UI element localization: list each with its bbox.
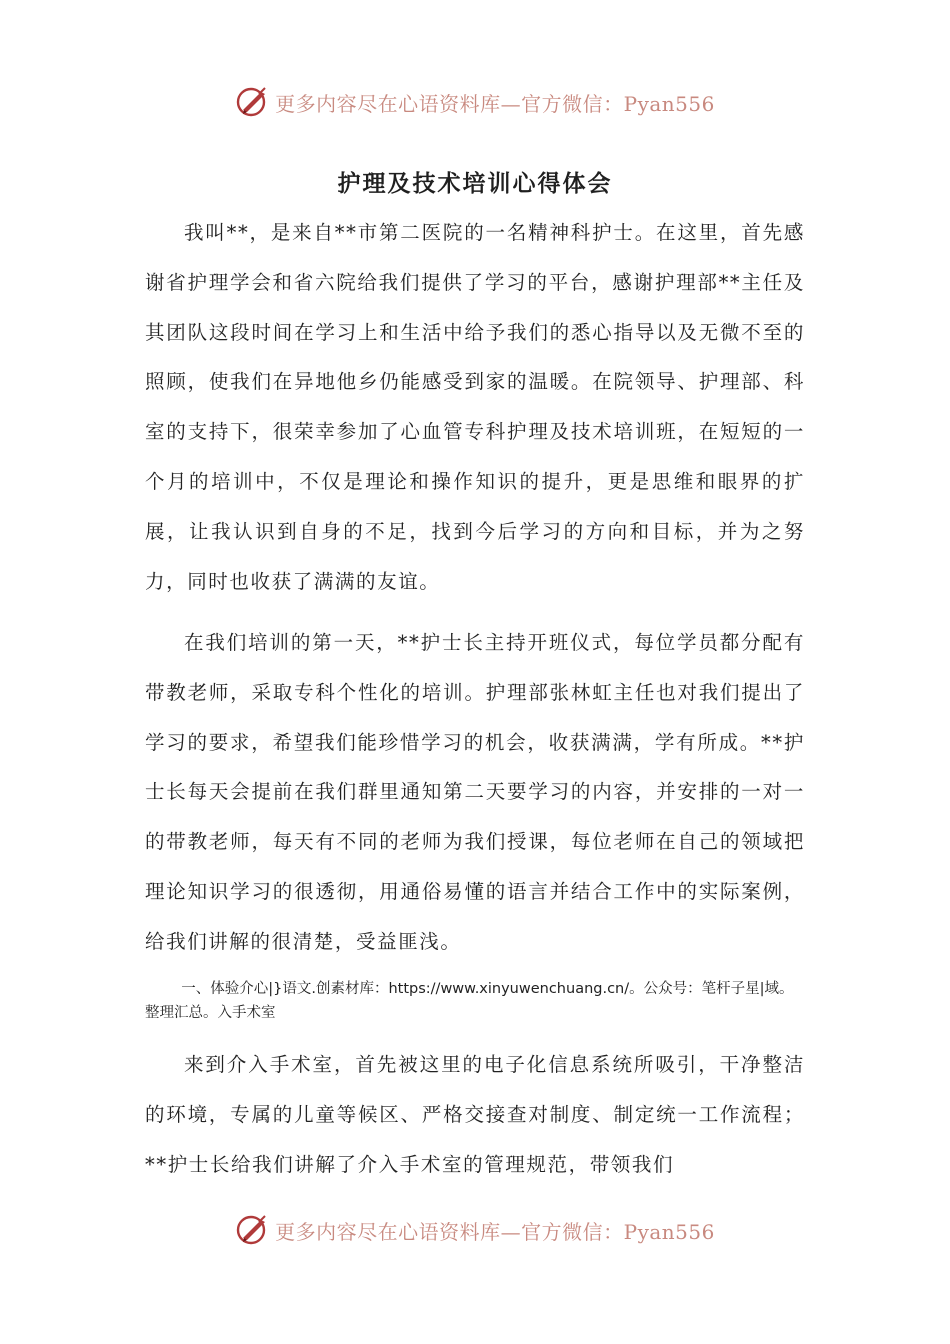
paragraph-3: 来到介入手术室，首先被这里的电子化信息系统所吸引，干净整洁的环境，专属的儿童等候区、严格交接查对制度、制定统一工作流程；**护士长给我们讲解了介入手术室的管理规范，带领我们	[145, 1053, 805, 1176]
watermark-text: 更多内容尽在心语资料库—官方微信：Pyan556	[275, 91, 715, 116]
paragraph-2: 在我们培训的第一天，**护士长主持开班仪式，每位学员都分配有带教老师，采取专科个性化的培训。护理部张林虹主任也对我们提出了学习的要求，希望我们能珍惜学习的机会，收获满满，学有所成。**护士长每天会提前在我们群里通知第二天要学习的内容，并安排的一对一的带教老师，每天有不同的老师为我们授课，每位老师在自己的领域把理论知识学习的很透彻，用通俗易懂的语言并结合工作中的实际案例，给我们讲解的很清楚，受益匪浅。	[145, 631, 805, 953]
header-watermark	[0, 82, 950, 122]
pen-logo-icon	[235, 84, 271, 120]
footer-watermark	[0, 1210, 950, 1250]
pen-logo-icon	[235, 1212, 271, 1248]
document-title: 护理及技术培训心得体会	[337, 170, 613, 198]
paragraph-1: 我叫**，是来自**市第二医院的一名精神科护士。在这里，首先感谢省护理学会和省六院给我们提供了学习的平台，感谢护理部**主任及其团队这段时间在学习上和生活中给予我们的悉心指导以及无微不至的照顾，使我们在异地他乡仍能感受到家的温暖。在院领导、护理部、科室的支持下，很荣幸参加了心血管专科护理及技术培训班，在短短的一个月的培训中，不仅是理论和操作知识的提升，更是思维和眼界的扩展，让我认识到自身的不足，找到今后学习的方向和目标，并为之努力，同时也收获了满满的友谊。	[145, 221, 805, 593]
watermark-text: 更多内容尽在心语资料库—官方微信：Pyan556	[275, 1219, 715, 1244]
section-heading: 一、体验介心|}语文.创素材库：https://www.xinyuwenchuang.cn/。公众号：笔杆子星|域。整理汇总。入手术室	[145, 981, 794, 1021]
